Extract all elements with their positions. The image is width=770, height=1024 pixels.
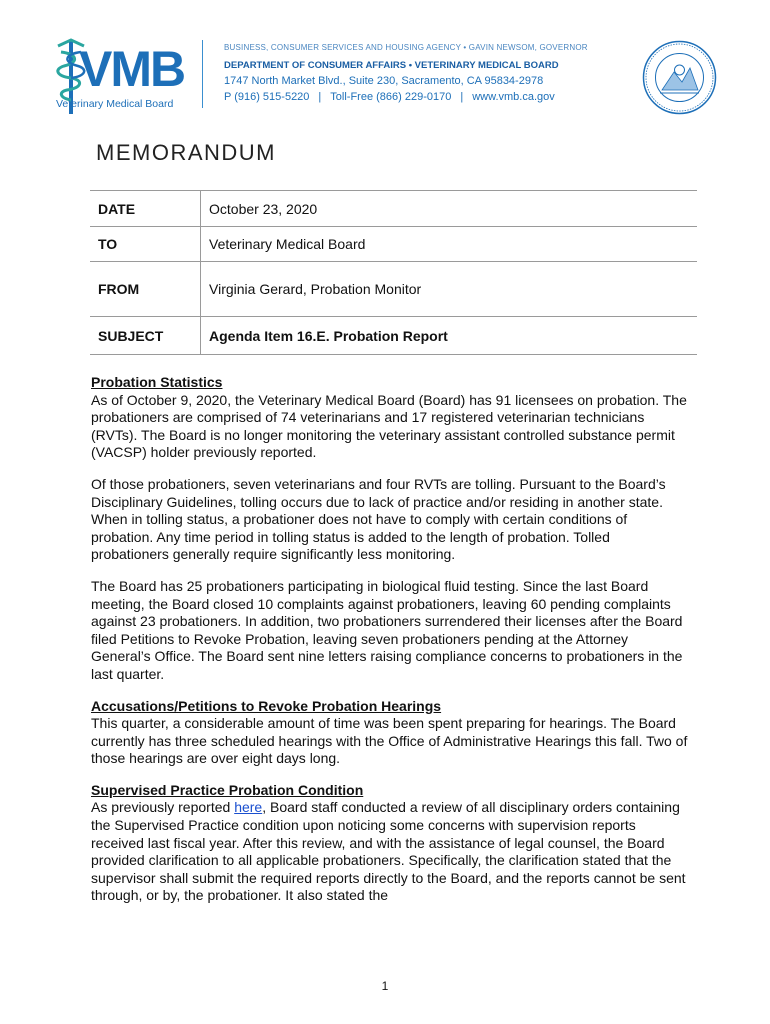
from-label: FROM — [90, 262, 201, 317]
subject-label: SUBJECT — [90, 317, 201, 355]
tollfree-phone: Toll-Free (866) 229-0170 — [330, 91, 452, 103]
memo-title: MEMORANDUM — [96, 140, 276, 165]
date-value: October 23, 2020 — [201, 191, 698, 227]
page-number: 1 — [381, 979, 389, 993]
paragraph: Of those probationers, seven veterinarians and four RVTs are tolling. Pursuant to the Board’s Disciplinary Guidelines, tolling occurs due to lack of practice and/or residing in another state. When in tolling status, a probationer does not have to comply with certain conditions of probation. Any time period in tolling status is added to the length of probation. Tolled probationers generally require significantly less monitoring. — [91, 475, 666, 563]
table-row — [90, 191, 697, 227]
here-link[interactable]: here — [234, 799, 263, 816]
letterhead — [0, 0, 770, 130]
table-row — [90, 227, 697, 262]
svg-text:VMB: VMB — [79, 41, 185, 97]
department-line: DEPARTMENT OF CONSUMER AFFAIRS • VETERINARY MEDICAL BOARD — [224, 60, 559, 71]
date-label: DATE — [90, 191, 201, 227]
section-heading-supervised-practice: Supervised Practice Probation Condition — [91, 781, 364, 798]
memo-body — [91, 374, 691, 919]
paragraph-text: As previously reported — [91, 799, 235, 816]
website-link[interactable]: www.vmb.ca.gov — [472, 91, 555, 103]
paragraph: This quarter, a considerable amount of time was been spent preparing for hearings. The Board currently has three scheduled hearings with the Office of Administrative Hearings this fall. Two of those hearings are over eight days long. — [91, 715, 688, 767]
dca-seal-icon — [642, 40, 717, 115]
from-value: Virginia Gerard, Probation Monitor — [201, 262, 698, 317]
to-value: Veterinary Medical Board — [201, 227, 698, 262]
section-heading-accusations: Accusations/Petitions to Revoke Probation Hearings — [91, 697, 442, 714]
letterhead-info — [224, 43, 588, 103]
table-row — [90, 262, 697, 317]
letterhead-divider — [202, 40, 203, 108]
separator: | — [318, 91, 322, 103]
section-heading-probation-statistics: Probation Statistics — [91, 374, 223, 390]
to-label: TO — [90, 227, 201, 262]
paragraph: As of October 9, 2020, the Veterinary Medical Board (Board) has 91 licensees on probation. The probationers are comprised of 74 veterinarians and 17 registered veterinarian technicians (RVTs). The Board is no longer monitoring the veterinary assistant controlled substance permit (VACSP) holder previously reported. — [91, 391, 687, 461]
logo-caption: Veterinary Medical Board — [56, 98, 174, 110]
subject-value: Agenda Item 16.E. Probation Report — [201, 317, 698, 355]
separator: | — [460, 91, 464, 103]
paragraph — [91, 799, 691, 905]
phone: P (916) 515-5220 — [224, 91, 310, 103]
address-line: 1747 North Market Blvd., Suite 230, Sacramento, CA 95834-2978 — [224, 75, 544, 87]
memo-header-table — [90, 190, 697, 355]
paragraph: The Board has 25 probationers participating in biological fluid testing. Since the last Board meeting, the Board closed 10 complaints against probationers, leaving 60 pending complaints against 23 probationers. In addition, two probationers surrendered their licenses after the Board filed Petitions to Revoke Probation, leaving seven probationers pending at the Attorney General’s Office. The Board sent nine letters raising compliance concerns to probationers in the last quarter. — [91, 577, 683, 682]
contact-line — [224, 91, 588, 103]
agency-line: BUSINESS, CONSUMER SERVICES AND HOUSING AGENCY • GAVIN NEWSOM, GOVERNOR — [224, 43, 588, 52]
table-row — [90, 317, 697, 355]
paragraph-text: , Board staff conducted a review of all disciplinary orders containing the Supervised Practice condition upon noticing some concerns with supervision reports received last fiscal year. After this review, and with the assistance of legal counsel, the Board provided clarification to all applicable probationers. Specifically, the clarification stated that the supervisor shall submit the required reports directly to the Board, and the reports cannot be sent through, or by, the probationer. It also stated the — [91, 799, 686, 904]
